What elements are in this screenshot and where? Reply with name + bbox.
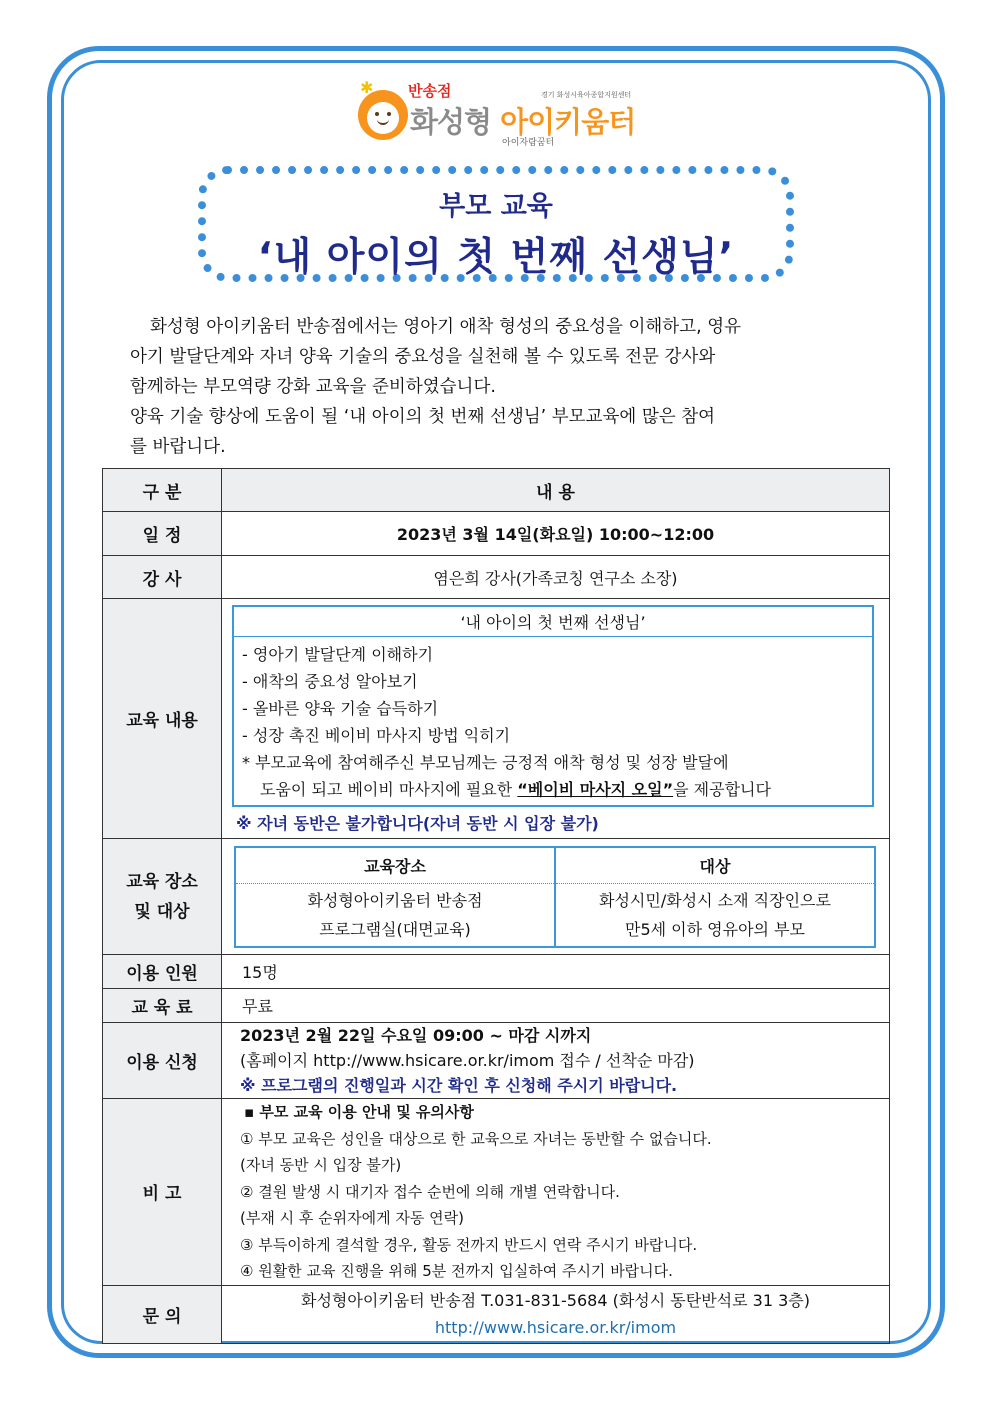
table-header-row [103,469,890,512]
target-line2: 만5세 이하 영유아의 부모 [625,919,805,939]
gift-note-line2 [242,776,864,803]
list-item: (부재 시 후 순위자에게 자동 연락) [240,1209,464,1227]
target-line1: 화성시민/화성시 소재 직장인으로 [599,890,831,910]
contact-url-link[interactable]: http://www.hsicare.or.kr/imom [434,1318,677,1337]
row-notes [103,1099,890,1286]
education-box-title: ‘내 아이의 첫 번째 선생님’ [234,607,872,637]
list-item: (자녀 동반 시 입장 불가) [240,1156,402,1174]
schedule-label: 일 정 [103,512,222,556]
row-place [103,839,890,955]
row-schedule [103,512,890,556]
contact-label: 문 의 [103,1285,222,1343]
list-item: - 영아기 발달단계 이해하기 [242,645,434,664]
child-face-icon [358,90,408,140]
place-table-header [235,847,875,884]
logo-branch: 반송점 [408,82,452,100]
intro-text [130,312,860,462]
education-cell [222,599,890,839]
row-apply [103,1023,890,1099]
row-education [103,599,890,839]
capacity-value: 15명 [222,955,890,989]
logo-sub-name: 아이자람꿈터 [502,138,555,148]
place-label [103,839,222,955]
place-table [234,846,876,948]
education-box [232,605,874,807]
header-content: 내 용 [222,469,890,512]
fee-label: 교 육 료 [103,989,222,1023]
target-col-header: 대상 [555,847,875,884]
title-box [198,166,794,282]
logo [354,80,634,150]
row-instructor [103,556,890,599]
gift-note-post: 을 제공합니다 [673,780,771,799]
logo-name-part2: 아이키움터 [500,105,636,139]
list-item: ③ 부득이하게 결석할 경우, 활동 전까지 반드시 연락 주시기 바랍니다. [240,1235,698,1254]
target-value [555,883,875,947]
gift-note-line1: * 부모교육에 참여해주신 부모님께는 긍정적 애착 형성 및 성장 발달에 [242,753,729,772]
place-line1: 화성형아이키움터 반송점 [307,890,483,910]
intro-p1-line1: 화성형 아이키움터 반송점에서는 영아기 애착 형성의 중요성을 이해하고, 영유 [150,317,742,337]
capacity-label: 이용 인원 [103,955,222,989]
intro-p2-line1: 양육 기술 향상에 도움이 될 ‘내 아이의 첫 번째 선생님’ 부모교육에 많은 참여 [130,407,716,427]
place-label-line2: 및 대상 [134,901,190,922]
list-item: - 애착의 중요성 알아보기 [242,672,418,691]
intro-p1-line2: 아기 발달단계와 자녀 양육 기술의 중요성을 실천해 볼 수 있도록 전문 강사와 [130,347,716,367]
instructor-value: 염은희 강사(가족코칭 연구소 소장) [222,556,890,599]
row-fee [103,989,890,1023]
list-item: - 올바른 양육 기술 습득하기 [242,699,439,718]
gift-note-pre: 도움이 되고 베이비 마사지에 필요한 [260,780,518,799]
apply-cell [222,1023,890,1099]
place-col-header: 교육장소 [235,847,555,884]
list-item: ② 결원 발생 시 대기자 접수 순번에 의해 개별 연락합니다. [240,1182,620,1201]
no-children-note: ※ 자녀 동반은 불가합니다(자녀 동반 시 입장 불가) [236,814,599,833]
gift-note-emphasis: “베이비 마사지 오일” [517,780,674,799]
place-label-line1: 교육 장소 [126,871,198,892]
apply-method: (홈페이지 http://www.hsicare.or.kr/imom 접수 / 선착순 마감) [240,1051,695,1070]
notes-heading: ▪ 부모 교육 이용 안내 및 유의사항 [244,1103,474,1121]
intro-p1-line3: 함께하는 부모역량 강화 교육을 준비하였습니다. [130,377,496,397]
fee-value: 무료 [222,989,890,1023]
row-capacity [103,955,890,989]
logo-center-name: 경기 화성시육아종합지원센터 [541,91,632,99]
row-contact [103,1285,890,1343]
apply-label: 이용 신청 [103,1023,222,1099]
place-cell [222,839,890,955]
contact-info: 화성형아이키움터 반송점 T.031-831-5684 (화성시 동탄반석로 31 3층) [301,1291,810,1310]
intro-p2-line2: 를 바랍니다. [130,437,226,457]
place-line2: 프로그램실(대면교육) [319,919,471,939]
instructor-label: 강 사 [103,556,222,599]
info-table [102,468,890,1344]
place-value [235,883,555,947]
notes-label: 비 고 [103,1099,222,1286]
list-item: ④ 원활한 교육 진행을 위해 5분 전까지 입실하여 주시기 바랍니다. [240,1262,673,1280]
title-small: 부모 교육 [439,191,553,222]
place-table-body [235,883,875,947]
apply-notice: ※ 프로그램의 진행일과 시간 확인 후 신청해 주시기 바랍니다. [240,1076,678,1095]
title-main: ‘내 아이의 첫 번째 선생님’ [257,235,735,280]
notes-cell [222,1099,890,1286]
schedule-value: 2023년 3월 14일(화요일) 10:00~12:00 [222,512,890,556]
education-list [234,637,872,805]
apply-period: 2023년 2월 22일 수요일 09:00 ~ 마감 시까지 [240,1026,592,1045]
contact-cell [222,1285,890,1343]
education-label: 교육 내용 [103,599,222,839]
header-label: 구 분 [103,469,222,512]
logo-name-part1: 화성형 [410,105,492,139]
list-item: ① 부모 교육은 성인을 대상으로 한 교육으로 자녀는 동반할 수 없습니다. [240,1129,712,1148]
star-icon: ✱ [360,78,374,97]
list-item: - 성장 촉진 베이비 마사지 방법 익히기 [242,726,511,745]
